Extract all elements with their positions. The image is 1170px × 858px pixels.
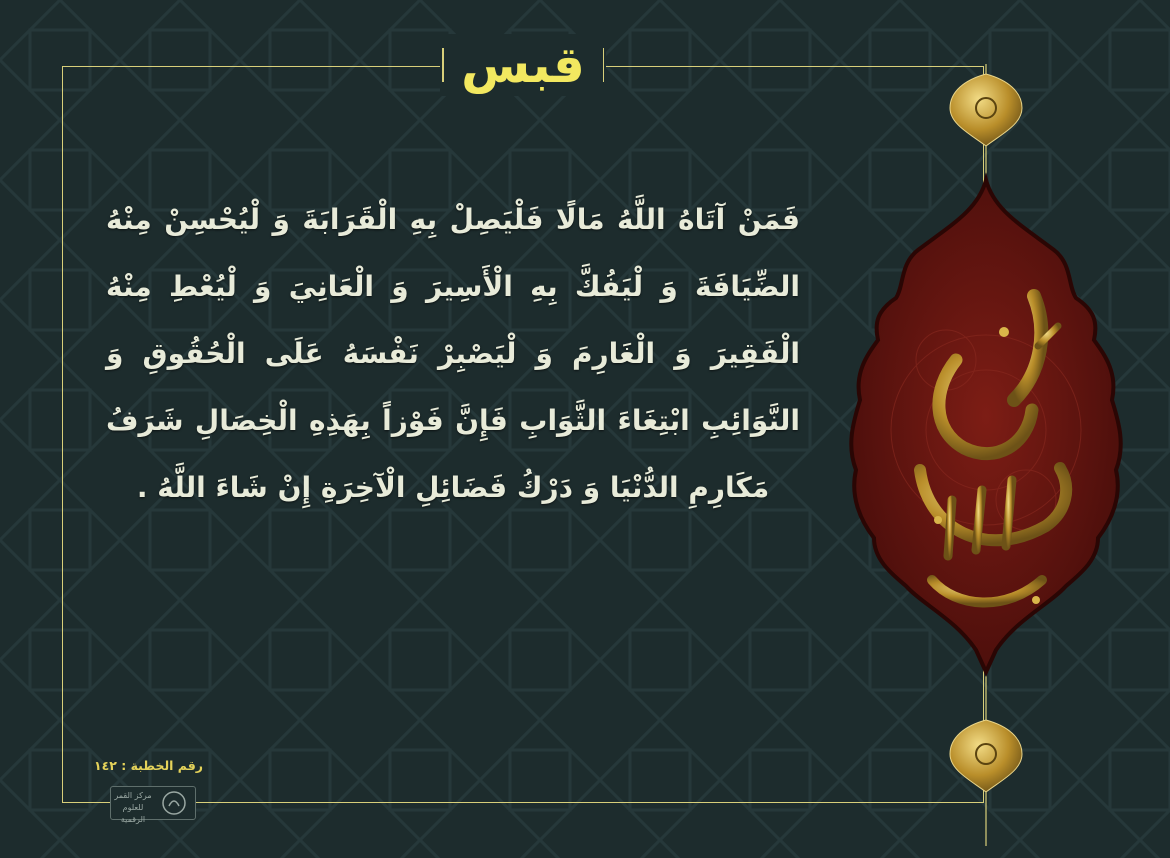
- publisher-logo: [110, 786, 196, 824]
- quote-text: فَمَنْ آتَاهُ اللَّهُ مَالًا فَلْيَصِلْ بِهِ الْقَرَابَةَ وَ لْيُحْسِنْ مِنْهُ الضِّيَافَةَ وَ لْيَفُكَّ بِهِ الْأَسِيرَ وَ الْعَانِيَ وَ لْيُعْطِ مِنْهُ الْفَقِيرَ وَ الْغَارِمَ وَ لْيَصْبِرْ نَفْسَهُ عَلَى الْحُقُوقِ وَ النَّوَائِبِ ابْتِغَاءَ الثَّوَابِ فَإِنَّ فَوْزاً بِهَذِهِ الْخِصَالِ شَرَفُ مَكَارِمِ الدُّنْيَا وَ دَرْكُ فَضَائِلِ الْآخِرَةِ إِنْ شَاءَ اللَّهُ .: [106, 203, 800, 504]
- logo-emblem-icon: [161, 790, 187, 816]
- nahj-al-balagha-medallion: [836, 60, 1126, 850]
- title-box: [440, 34, 606, 96]
- page-title: قبس: [461, 36, 585, 94]
- logo-text: مركز القمر للعلوم الرقمية: [114, 791, 152, 824]
- speech-number: رقم الخطبة : ١٤٢: [94, 758, 203, 773]
- bottom-finial-icon: [950, 720, 1022, 792]
- calligraphy-text: نهج البلاغة: [986, 700, 991, 701]
- top-finial-icon: [950, 74, 1022, 146]
